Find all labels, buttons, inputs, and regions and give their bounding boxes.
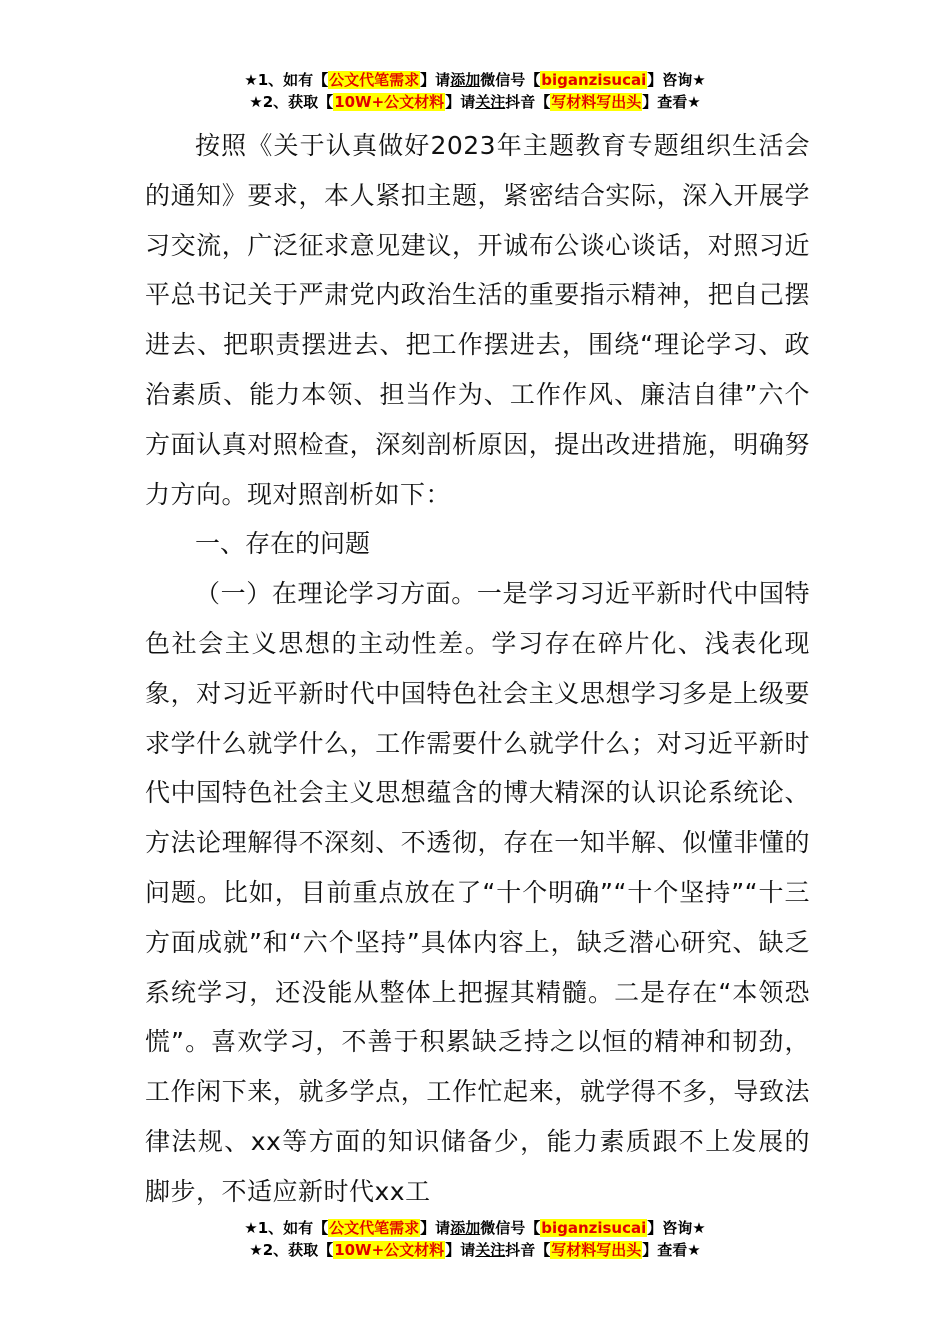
banner-highlight: 写材料写出头: [551, 93, 642, 111]
banner-line-1: [0, 69, 950, 91]
banner-text: 抖音【: [505, 93, 551, 111]
banner-highlight: 10W+公文材料: [334, 93, 445, 111]
banner-text: 】请: [420, 1219, 451, 1237]
banner-highlight: 写材料写出头: [551, 1241, 642, 1259]
document-body: [145, 121, 810, 1217]
banner-text: 微信号【: [480, 71, 541, 89]
section-paragraph: （一）在理论学习方面。一是学习习近平新时代中国特色社会主义思想的主动性差。学习存在碎片化、浅表化现象，对习近平新时代中国特色社会主义思想学习多是上级要求学什么就学什么，工作需要什么就学什么；对习近平新时代中国特色社会主义思想蕴含的博大精深的认识论系统论、方法论理解得不深刻、不透彻，存在一知半解、似懂非懂的问题。比如，目前重点放在了“十个明确”“十个坚持”“十三方面成就”和“六个坚持”具体内容上，缺乏潜心研究、缺乏系统学习，还没能从整体上把握其精髓。二是存在“本领恐慌”。喜欢学习，不善于积累缺乏持之以恒的精神和韧劲，工作闲下来，就多学点，工作忙起来，就学得不多，导致法律法规、xx等方面的知识储备少，能力素质跟不上发展的脚步，不适应新时代xx工: [145, 579, 810, 1206]
banner-text: 微信号【: [480, 1219, 541, 1237]
banner-underline: 添加: [450, 1219, 481, 1237]
banner-highlight: 10W+公文材料: [334, 1241, 445, 1259]
intro-paragraph: 按照《关于认真做好2023年主题教育专题组织生活会的通知》要求，本人紧扣主题，紧密结合实际，深入开展学习交流，广泛征求意见建议，开诚布公谈心谈话，对照习近平总书记关于严肃党内政治生活的重要指示精神，把自己摆进去、把职责摆进去、把工作摆进去，围绕“理论学习、政治素质、能力本领、担当作为、工作作风、廉洁自律”六个方面认真对照检查，深刻剖析原因，提出改进措施，明确努力方向。现对照剖析如下：: [145, 131, 810, 509]
banner-text: 】查看★: [642, 1241, 701, 1259]
banner-underline: 关注: [475, 1241, 506, 1259]
section-heading: 一、存在的问题: [195, 529, 371, 559]
banner-highlight: 公文代笔需求: [329, 1219, 420, 1237]
banner-line-2: [0, 1239, 950, 1261]
banner-text: 】请: [445, 93, 476, 111]
banner-highlight: 公文代笔需求: [329, 71, 420, 89]
banner-line-2: [0, 91, 950, 113]
banner-highlight: biganzisucai: [541, 1219, 647, 1237]
banner-underline: 关注: [475, 93, 506, 111]
banner-highlight: biganzisucai: [541, 71, 647, 89]
banner-text: ★1、如有【: [244, 1219, 329, 1237]
banner-text: ★2、获取【: [249, 93, 334, 111]
footer-banner: [0, 1217, 950, 1261]
header-banner: [0, 69, 950, 113]
banner-underline: 添加: [450, 71, 481, 89]
banner-text: ★1、如有【: [244, 71, 329, 89]
banner-text: 】请: [445, 1241, 476, 1259]
banner-text: ★2、获取【: [249, 1241, 334, 1259]
banner-text: 】请: [420, 71, 451, 89]
banner-text: 】咨询★: [647, 71, 706, 89]
banner-text: 抖音【: [505, 1241, 551, 1259]
banner-line-1: [0, 1217, 950, 1239]
banner-text: 】咨询★: [647, 1219, 706, 1237]
banner-text: 】查看★: [642, 93, 701, 111]
